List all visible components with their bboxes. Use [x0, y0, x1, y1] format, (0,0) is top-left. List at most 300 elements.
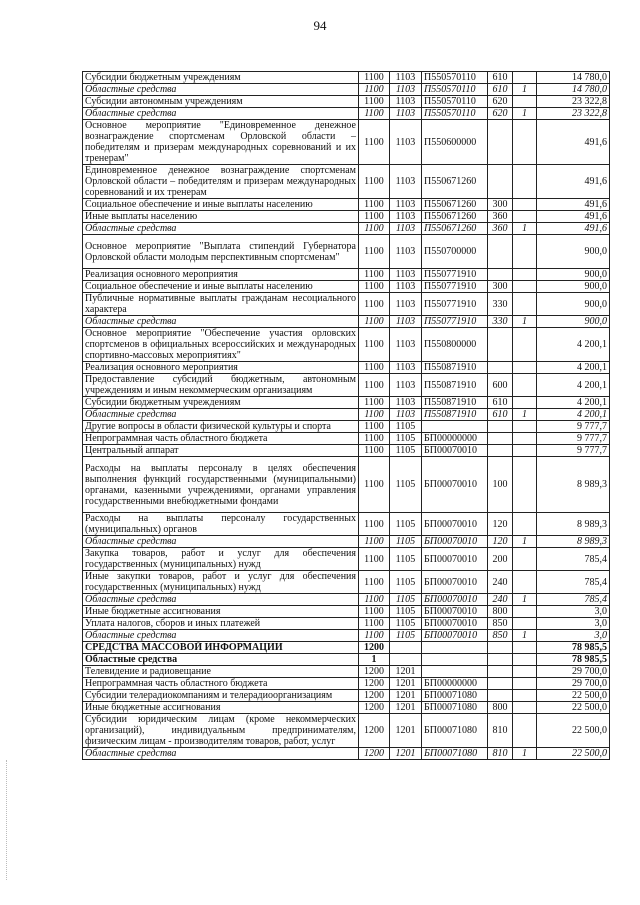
row-target-article-cell: БП00000000: [422, 433, 488, 445]
row-source-cell: [513, 165, 537, 199]
page-number: 94: [313, 18, 327, 33]
row-name-cell: Иные бюджетные ассигнования: [83, 702, 359, 714]
table-row: [83, 199, 610, 211]
row-amount-cell: 8 989,3: [537, 513, 610, 536]
row-section-cell: 1100: [359, 409, 390, 421]
row-name-cell: Единовременное денежное вознаграждение спортсменам Орловской области – победителям и призерам международных соревнований и их тренерам: [83, 165, 359, 199]
row-target-article-cell: БП00071080: [422, 702, 488, 714]
row-subsection-cell: 1105: [390, 594, 422, 606]
row-expense-type-cell: [488, 690, 513, 702]
row-source-cell: [513, 96, 537, 108]
table-row: [83, 409, 610, 421]
row-name-cell: Областные средства: [83, 594, 359, 606]
row-name-cell: Субсидии автономным учреждениям: [83, 96, 359, 108]
table-row: [83, 702, 610, 714]
row-target-article-cell: БП00070010: [422, 571, 488, 594]
row-section-cell: 1200: [359, 714, 390, 748]
row-amount-cell: 491,6: [537, 223, 610, 235]
row-source-cell: [513, 666, 537, 678]
row-target-article-cell: БП00070010: [422, 548, 488, 571]
row-name-cell: СРЕДСТВА МАССОВОЙ ИНФОРМАЦИИ: [83, 642, 359, 654]
row-amount-cell: 29 700,0: [537, 678, 610, 690]
row-section-cell: 1100: [359, 536, 390, 548]
row-subsection-cell: [390, 654, 422, 666]
row-name-cell: Непрограммная часть областного бюджета: [83, 678, 359, 690]
row-expense-type-cell: 330: [488, 316, 513, 328]
row-source-cell: 1: [513, 630, 537, 642]
row-section-cell: 1200: [359, 642, 390, 654]
row-name-cell: Социальное обеспечение и иные выплаты населению: [83, 281, 359, 293]
row-expense-type-cell: 850: [488, 618, 513, 630]
row-source-cell: [513, 374, 537, 397]
row-name-cell: Иные закупки товаров, работ и услуг для обеспечения государственных (муниципальных) нужд: [83, 571, 359, 594]
row-subsection-cell: 1103: [390, 235, 422, 269]
row-amount-cell: 491,6: [537, 199, 610, 211]
table-row: [83, 84, 610, 96]
table-row: [83, 165, 610, 199]
row-amount-cell: 78 985,5: [537, 654, 610, 666]
row-target-article-cell: П550570110: [422, 108, 488, 120]
table-row: [83, 421, 610, 433]
row-amount-cell: 4 200,1: [537, 397, 610, 409]
row-subsection-cell: 1201: [390, 702, 422, 714]
row-subsection-cell: 1201: [390, 714, 422, 748]
row-section-cell: 1100: [359, 618, 390, 630]
table-row: [83, 654, 610, 666]
row-source-cell: [513, 571, 537, 594]
row-target-article-cell: [422, 642, 488, 654]
row-name-cell: Уплата налогов, сборов и иных платежей: [83, 618, 359, 630]
row-source-cell: [513, 618, 537, 630]
row-expense-type-cell: [488, 421, 513, 433]
row-section-cell: 1100: [359, 630, 390, 642]
row-expense-type-cell: 620: [488, 108, 513, 120]
row-expense-type-cell: 120: [488, 536, 513, 548]
row-target-article-cell: БП00071080: [422, 748, 488, 760]
row-subsection-cell: 1103: [390, 211, 422, 223]
row-target-article-cell: БП00070010: [422, 618, 488, 630]
row-source-cell: 1: [513, 748, 537, 760]
row-name-cell: Областные средства: [83, 84, 359, 96]
row-target-article-cell: [422, 421, 488, 433]
row-section-cell: 1100: [359, 108, 390, 120]
row-source-cell: [513, 293, 537, 316]
table-row: [83, 678, 610, 690]
row-amount-cell: 3,0: [537, 618, 610, 630]
row-subsection-cell: 1103: [390, 223, 422, 235]
row-subsection-cell: 1105: [390, 606, 422, 618]
row-target-article-cell: П550871910: [422, 409, 488, 421]
row-target-article-cell: БП00070010: [422, 536, 488, 548]
row-section-cell: 1100: [359, 96, 390, 108]
row-amount-cell: 4 200,1: [537, 374, 610, 397]
row-expense-type-cell: 810: [488, 748, 513, 760]
row-target-article-cell: П550771910: [422, 293, 488, 316]
row-amount-cell: 4 200,1: [537, 362, 610, 374]
row-expense-type-cell: 800: [488, 702, 513, 714]
row-section-cell: 1100: [359, 72, 390, 84]
row-target-article-cell: БП00070010: [422, 630, 488, 642]
row-section-cell: 1100: [359, 211, 390, 223]
row-section-cell: 1100: [359, 445, 390, 457]
row-subsection-cell: 1103: [390, 269, 422, 281]
row-source-cell: [513, 445, 537, 457]
row-target-article-cell: П550871910: [422, 374, 488, 397]
row-target-article-cell: П550771910: [422, 269, 488, 281]
row-subsection-cell: 1103: [390, 120, 422, 165]
row-source-cell: 1: [513, 108, 537, 120]
row-section-cell: 1100: [359, 281, 390, 293]
row-source-cell: [513, 433, 537, 445]
row-expense-type-cell: 610: [488, 397, 513, 409]
row-section-cell: 1: [359, 654, 390, 666]
row-source-cell: [513, 199, 537, 211]
row-expense-type-cell: 300: [488, 199, 513, 211]
table-row: [83, 433, 610, 445]
row-amount-cell: 9 777,7: [537, 445, 610, 457]
row-target-article-cell: П550771910: [422, 281, 488, 293]
row-target-article-cell: БП00070010: [422, 445, 488, 457]
row-expense-type-cell: 240: [488, 571, 513, 594]
table-row: [83, 748, 610, 760]
row-target-article-cell: П550570110: [422, 96, 488, 108]
row-source-cell: [513, 397, 537, 409]
row-amount-cell: 14 780,0: [537, 84, 610, 96]
row-target-article-cell: БП00071080: [422, 714, 488, 748]
row-source-cell: [513, 714, 537, 748]
row-name-cell: Областные средства: [83, 630, 359, 642]
row-amount-cell: 78 985,5: [537, 642, 610, 654]
row-section-cell: 1100: [359, 513, 390, 536]
row-subsection-cell: 1103: [390, 374, 422, 397]
row-subsection-cell: 1201: [390, 678, 422, 690]
row-source-cell: [513, 120, 537, 165]
row-section-cell: 1100: [359, 421, 390, 433]
row-name-cell: Областные средства: [83, 316, 359, 328]
table-row: [83, 666, 610, 678]
row-target-article-cell: П550600000: [422, 120, 488, 165]
table-row: [83, 630, 610, 642]
row-section-cell: 1100: [359, 374, 390, 397]
row-source-cell: [513, 690, 537, 702]
row-expense-type-cell: [488, 269, 513, 281]
row-source-cell: [513, 678, 537, 690]
row-target-article-cell: П550800000: [422, 328, 488, 362]
row-amount-cell: 3,0: [537, 630, 610, 642]
row-target-article-cell: [422, 666, 488, 678]
row-expense-type-cell: 360: [488, 223, 513, 235]
budget-table-body: [83, 72, 610, 760]
table-row: [83, 397, 610, 409]
row-subsection-cell: [390, 642, 422, 654]
row-expense-type-cell: [488, 165, 513, 199]
row-section-cell: 1100: [359, 571, 390, 594]
row-source-cell: [513, 513, 537, 536]
table-row: [83, 293, 610, 316]
row-subsection-cell: 1103: [390, 84, 422, 96]
row-source-cell: 1: [513, 594, 537, 606]
row-section-cell: 1100: [359, 433, 390, 445]
row-target-article-cell: П550671260: [422, 223, 488, 235]
row-target-article-cell: БП00071080: [422, 690, 488, 702]
row-name-cell: Иные бюджетные ассигнования: [83, 606, 359, 618]
row-expense-type-cell: [488, 666, 513, 678]
row-amount-cell: 22 500,0: [537, 702, 610, 714]
row-name-cell: Телевидение и радиовещание: [83, 666, 359, 678]
table-row: [83, 362, 610, 374]
row-target-article-cell: БП00000000: [422, 678, 488, 690]
table-row: [83, 548, 610, 571]
row-expense-type-cell: 100: [488, 457, 513, 513]
table-row: [83, 536, 610, 548]
row-section-cell: 1100: [359, 235, 390, 269]
table-row: [83, 211, 610, 223]
table-row: [83, 606, 610, 618]
row-target-article-cell: П550771910: [422, 316, 488, 328]
table-row: [83, 72, 610, 84]
row-source-cell: [513, 235, 537, 269]
row-subsection-cell: 1103: [390, 108, 422, 120]
row-subsection-cell: 1105: [390, 433, 422, 445]
row-name-cell: Субсидии юридическим лицам (кроме некоммерческих организаций), индивидуальным предпринимателям, физическим лицам - производителям товаров, работ, услуг: [83, 714, 359, 748]
row-subsection-cell: 1105: [390, 513, 422, 536]
row-source-cell: [513, 269, 537, 281]
row-section-cell: 1100: [359, 293, 390, 316]
row-subsection-cell: 1105: [390, 421, 422, 433]
row-subsection-cell: 1103: [390, 72, 422, 84]
table-row: [83, 316, 610, 328]
row-name-cell: Основное мероприятие "Единовременное денежное вознаграждение спортсменам Орловской области – победителям и призерам международных соревнований и их тренерам": [83, 120, 359, 165]
row-amount-cell: 4 200,1: [537, 328, 610, 362]
row-expense-type-cell: 200: [488, 548, 513, 571]
row-name-cell: Областные средства: [83, 536, 359, 548]
row-subsection-cell: 1103: [390, 96, 422, 108]
row-name-cell: Областные средства: [83, 409, 359, 421]
row-name-cell: Предоставление субсидий бюджетным, автономным учреждениям и иным некоммерческим организациям: [83, 374, 359, 397]
row-amount-cell: 491,6: [537, 165, 610, 199]
row-section-cell: 1100: [359, 328, 390, 362]
row-subsection-cell: 1201: [390, 748, 422, 760]
table-row: [83, 690, 610, 702]
row-source-cell: 1: [513, 536, 537, 548]
row-amount-cell: 3,0: [537, 606, 610, 618]
row-name-cell: Другие вопросы в области физической культуры и спорта: [83, 421, 359, 433]
row-amount-cell: 8 989,3: [537, 536, 610, 548]
row-section-cell: 1100: [359, 594, 390, 606]
row-name-cell: Субсидии телерадиокомпаниям и телерадиоорганизациям: [83, 690, 359, 702]
table-row: [83, 223, 610, 235]
row-name-cell: Основное мероприятие "Выплата стипендий Губернатора Орловской области молодым перспективным спортсменам": [83, 235, 359, 269]
row-section-cell: 1100: [359, 457, 390, 513]
row-section-cell: 1100: [359, 269, 390, 281]
row-section-cell: 1200: [359, 678, 390, 690]
row-target-article-cell: БП00070010: [422, 457, 488, 513]
row-expense-type-cell: 610: [488, 72, 513, 84]
row-amount-cell: 9 777,7: [537, 433, 610, 445]
row-expense-type-cell: [488, 362, 513, 374]
row-name-cell: Расходы на выплаты персоналу государственных (муниципальных) органов: [83, 513, 359, 536]
table-row: [83, 96, 610, 108]
row-section-cell: 1200: [359, 702, 390, 714]
row-subsection-cell: 1105: [390, 536, 422, 548]
row-expense-type-cell: 120: [488, 513, 513, 536]
row-section-cell: 1100: [359, 165, 390, 199]
row-name-cell: Областные средства: [83, 108, 359, 120]
row-section-cell: 1200: [359, 690, 390, 702]
row-source-cell: [513, 211, 537, 223]
row-subsection-cell: 1103: [390, 328, 422, 362]
row-subsection-cell: 1201: [390, 690, 422, 702]
row-amount-cell: 900,0: [537, 316, 610, 328]
row-subsection-cell: 1103: [390, 362, 422, 374]
table-row: [83, 642, 610, 654]
table-row: [83, 269, 610, 281]
row-name-cell: Субсидии бюджетным учреждениям: [83, 72, 359, 84]
table-row: [83, 445, 610, 457]
row-expense-type-cell: 600: [488, 374, 513, 397]
row-target-article-cell: П550700000: [422, 235, 488, 269]
row-name-cell: Социальное обеспечение и иные выплаты населению: [83, 199, 359, 211]
row-target-article-cell: П550671260: [422, 211, 488, 223]
row-source-cell: [513, 421, 537, 433]
row-source-cell: [513, 328, 537, 362]
row-source-cell: [513, 654, 537, 666]
row-name-cell: Непрограммная часть областного бюджета: [83, 433, 359, 445]
row-source-cell: [513, 362, 537, 374]
row-amount-cell: 23 322,8: [537, 108, 610, 120]
row-section-cell: 1100: [359, 223, 390, 235]
row-target-article-cell: БП00070010: [422, 594, 488, 606]
row-source-cell: 1: [513, 84, 537, 96]
row-subsection-cell: 1105: [390, 457, 422, 513]
row-source-cell: [513, 642, 537, 654]
row-subsection-cell: 1103: [390, 293, 422, 316]
row-expense-type-cell: [488, 328, 513, 362]
row-source-cell: 1: [513, 223, 537, 235]
row-amount-cell: 491,6: [537, 120, 610, 165]
row-subsection-cell: 1201: [390, 666, 422, 678]
row-amount-cell: 785,4: [537, 571, 610, 594]
table-row: [83, 457, 610, 513]
row-name-cell: Реализация основного мероприятия: [83, 362, 359, 374]
row-source-cell: [513, 702, 537, 714]
row-expense-type-cell: 850: [488, 630, 513, 642]
row-name-cell: Публичные нормативные выплаты гражданам несоциального характера: [83, 293, 359, 316]
row-expense-type-cell: 800: [488, 606, 513, 618]
row-subsection-cell: 1105: [390, 548, 422, 571]
row-section-cell: 1100: [359, 316, 390, 328]
row-source-cell: [513, 457, 537, 513]
row-amount-cell: 29 700,0: [537, 666, 610, 678]
row-name-cell: Областные средства: [83, 223, 359, 235]
row-name-cell: Иные выплаты населению: [83, 211, 359, 223]
row-subsection-cell: 1105: [390, 571, 422, 594]
row-expense-type-cell: 360: [488, 211, 513, 223]
row-subsection-cell: 1103: [390, 397, 422, 409]
row-amount-cell: 22 500,0: [537, 690, 610, 702]
budget-table: [82, 71, 610, 760]
row-section-cell: 1200: [359, 748, 390, 760]
row-section-cell: 1100: [359, 84, 390, 96]
row-target-article-cell: П550570110: [422, 84, 488, 96]
row-expense-type-cell: 620: [488, 96, 513, 108]
row-amount-cell: 900,0: [537, 235, 610, 269]
table-row: [83, 618, 610, 630]
row-amount-cell: 491,6: [537, 211, 610, 223]
row-source-cell: [513, 548, 537, 571]
row-name-cell: Областные средства: [83, 748, 359, 760]
row-expense-type-cell: [488, 120, 513, 165]
row-source-cell: [513, 606, 537, 618]
row-section-cell: 1100: [359, 120, 390, 165]
row-amount-cell: 785,4: [537, 594, 610, 606]
row-amount-cell: 900,0: [537, 269, 610, 281]
row-source-cell: 1: [513, 409, 537, 421]
table-row: [83, 108, 610, 120]
table-row: [83, 714, 610, 748]
row-target-article-cell: П550871910: [422, 362, 488, 374]
row-target-article-cell: П550671260: [422, 165, 488, 199]
table-row: [83, 513, 610, 536]
table-row: [83, 594, 610, 606]
row-section-cell: 1100: [359, 548, 390, 571]
row-target-article-cell: [422, 654, 488, 666]
row-target-article-cell: П550570110: [422, 72, 488, 84]
row-amount-cell: 8 989,3: [537, 457, 610, 513]
row-amount-cell: 9 777,7: [537, 421, 610, 433]
row-subsection-cell: 1103: [390, 409, 422, 421]
row-name-cell: Областные средства: [83, 654, 359, 666]
table-row: [83, 120, 610, 165]
row-subsection-cell: 1103: [390, 199, 422, 211]
row-amount-cell: 14 780,0: [537, 72, 610, 84]
row-expense-type-cell: [488, 445, 513, 457]
row-amount-cell: 22 500,0: [537, 748, 610, 760]
row-target-article-cell: БП00070010: [422, 513, 488, 536]
row-section-cell: 1100: [359, 397, 390, 409]
row-expense-type-cell: 610: [488, 409, 513, 421]
row-section-cell: 1100: [359, 362, 390, 374]
row-amount-cell: 785,4: [537, 548, 610, 571]
row-section-cell: 1100: [359, 606, 390, 618]
row-subsection-cell: 1103: [390, 165, 422, 199]
row-expense-type-cell: 810: [488, 714, 513, 748]
row-subsection-cell: 1105: [390, 618, 422, 630]
row-name-cell: Субсидии бюджетным учреждениям: [83, 397, 359, 409]
table-row: [83, 235, 610, 269]
row-section-cell: 1100: [359, 199, 390, 211]
table-row: [83, 374, 610, 397]
row-amount-cell: 900,0: [537, 281, 610, 293]
table-row: [83, 328, 610, 362]
row-target-article-cell: П550671260: [422, 199, 488, 211]
row-name-cell: Расходы на выплаты персоналу в целях обеспечения выполнения функций государственными (муниципальными) органами, казенными учреждениями, органами управления государственными внебюджетными фондами: [83, 457, 359, 513]
row-expense-type-cell: [488, 235, 513, 269]
row-source-cell: [513, 72, 537, 84]
row-source-cell: [513, 281, 537, 293]
row-expense-type-cell: 240: [488, 594, 513, 606]
row-amount-cell: 4 200,1: [537, 409, 610, 421]
row-subsection-cell: 1103: [390, 316, 422, 328]
row-expense-type-cell: 300: [488, 281, 513, 293]
row-expense-type-cell: 610: [488, 84, 513, 96]
row-target-article-cell: П550871910: [422, 397, 488, 409]
row-expense-type-cell: 330: [488, 293, 513, 316]
row-expense-type-cell: [488, 654, 513, 666]
row-amount-cell: 23 322,8: [537, 96, 610, 108]
row-name-cell: Основное мероприятие "Обеспечение участия орловских спортсменов в официальных всероссийских и международных спортивно-массовых мероприятиях": [83, 328, 359, 362]
row-amount-cell: 900,0: [537, 293, 610, 316]
